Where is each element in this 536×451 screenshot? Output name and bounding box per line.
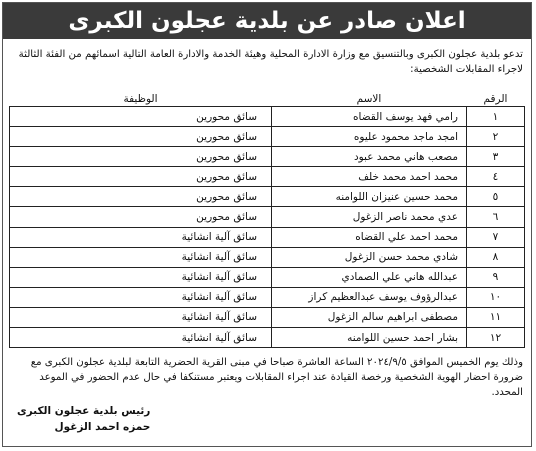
row-job: سائق آلية انشائية [10,307,272,327]
row-number: ٨ [467,247,525,267]
row-number: ٧ [467,227,525,247]
row-name: محمد احمد علي القضاه [272,227,467,247]
row-name: شادي محمد حسن الزغول [272,247,467,267]
row-job: سائق محورين [10,147,272,167]
table-row [10,307,525,327]
row-job: سائق محورين [10,127,272,147]
row-job: سائق آلية انشائية [10,267,272,287]
table-row [10,107,525,127]
row-number: ٩ [467,267,525,287]
row-job: سائق آلية انشائية [10,328,272,348]
row-name: عبدالله هاني علي الصمادي [272,267,467,287]
announcement-frame [2,2,532,447]
announcement-title: اعلان صادر عن بلدية عجلون الكبرى [68,8,466,34]
row-job: سائق محورين [10,107,272,127]
table-row [10,227,525,247]
header-job: الوظيفة [10,92,272,107]
row-number: ٢ [467,127,525,147]
row-name: عدي محمد ناصر الزغول [272,207,467,227]
table-row [10,127,525,147]
row-number: ٦ [467,207,525,227]
row-number: ١ [467,107,525,127]
table-row [10,187,525,207]
table-row [10,167,525,187]
row-name: محمد احمد محمد خلف [272,167,467,187]
closing-paragraph: وذلك يوم الخميس الموافق ٢٠٢٤/٩/٥ الساعة العاشرة صباحا في مبنى القرية الحضرية التابعة لبلدية عجلون الكبرى مع ضرورة احضار الهوية الشخصية ورخصة القيادة عند اجراء المقابلات ويعتبر مستنكفا في حال عدم الحضور في الموعد المحدد. [30,357,523,398]
candidates-table [9,92,525,348]
row-number: ٥ [467,187,525,207]
row-job: سائق محورين [10,207,272,227]
row-name: رامي فهد يوسف القضاه [272,107,467,127]
row-name: امجد ماجد محمود عليوه [272,127,467,147]
row-job: سائق محورين [10,167,272,187]
intro-paragraph: تدعو بلدية عجلون الكبرى وبالتنسيق مع وزارة الادارة المحلية وهيئة الخدمة والادارة العامة التالية اسمائهم من الفئة الثالثة لاجراء المقابلات الشخصية: [18,49,523,75]
signature-title: رئيس بلدية عجلون الكبرى [17,405,151,417]
signature-name: حمزه احمد الزغول [54,421,151,433]
row-name: بشار احمد حسين اللوامنه [272,328,467,348]
row-number: ٤ [467,167,525,187]
row-job: سائق آلية انشائية [10,287,272,307]
row-name: مصعب هاني محمد عبود [272,147,467,167]
table-row [10,147,525,167]
row-name: محمد حسين عنيزان اللوامنه [272,187,467,207]
table-row [10,328,525,348]
table-row [10,247,525,267]
table-row [10,267,525,287]
row-number: ١١ [467,307,525,327]
row-number: ٣ [467,147,525,167]
row-number: ١٢ [467,328,525,348]
row-job: سائق آلية انشائية [10,247,272,267]
row-name: عبدالرؤوف يوسف عبدالعظيم كراز [272,287,467,307]
table-row [10,207,525,227]
row-job: سائق آلية انشائية [10,227,272,247]
announcement-header [3,3,531,39]
row-name: مصطفى ابراهيم سالم الزغول [272,307,467,327]
header-name: الاسم [272,92,467,107]
signature-block [17,403,150,435]
table-row [10,287,525,307]
row-job: سائق محورين [10,187,272,207]
table-header-row [10,92,525,107]
header-number: الرقم [467,92,525,107]
row-number: ١٠ [467,287,525,307]
